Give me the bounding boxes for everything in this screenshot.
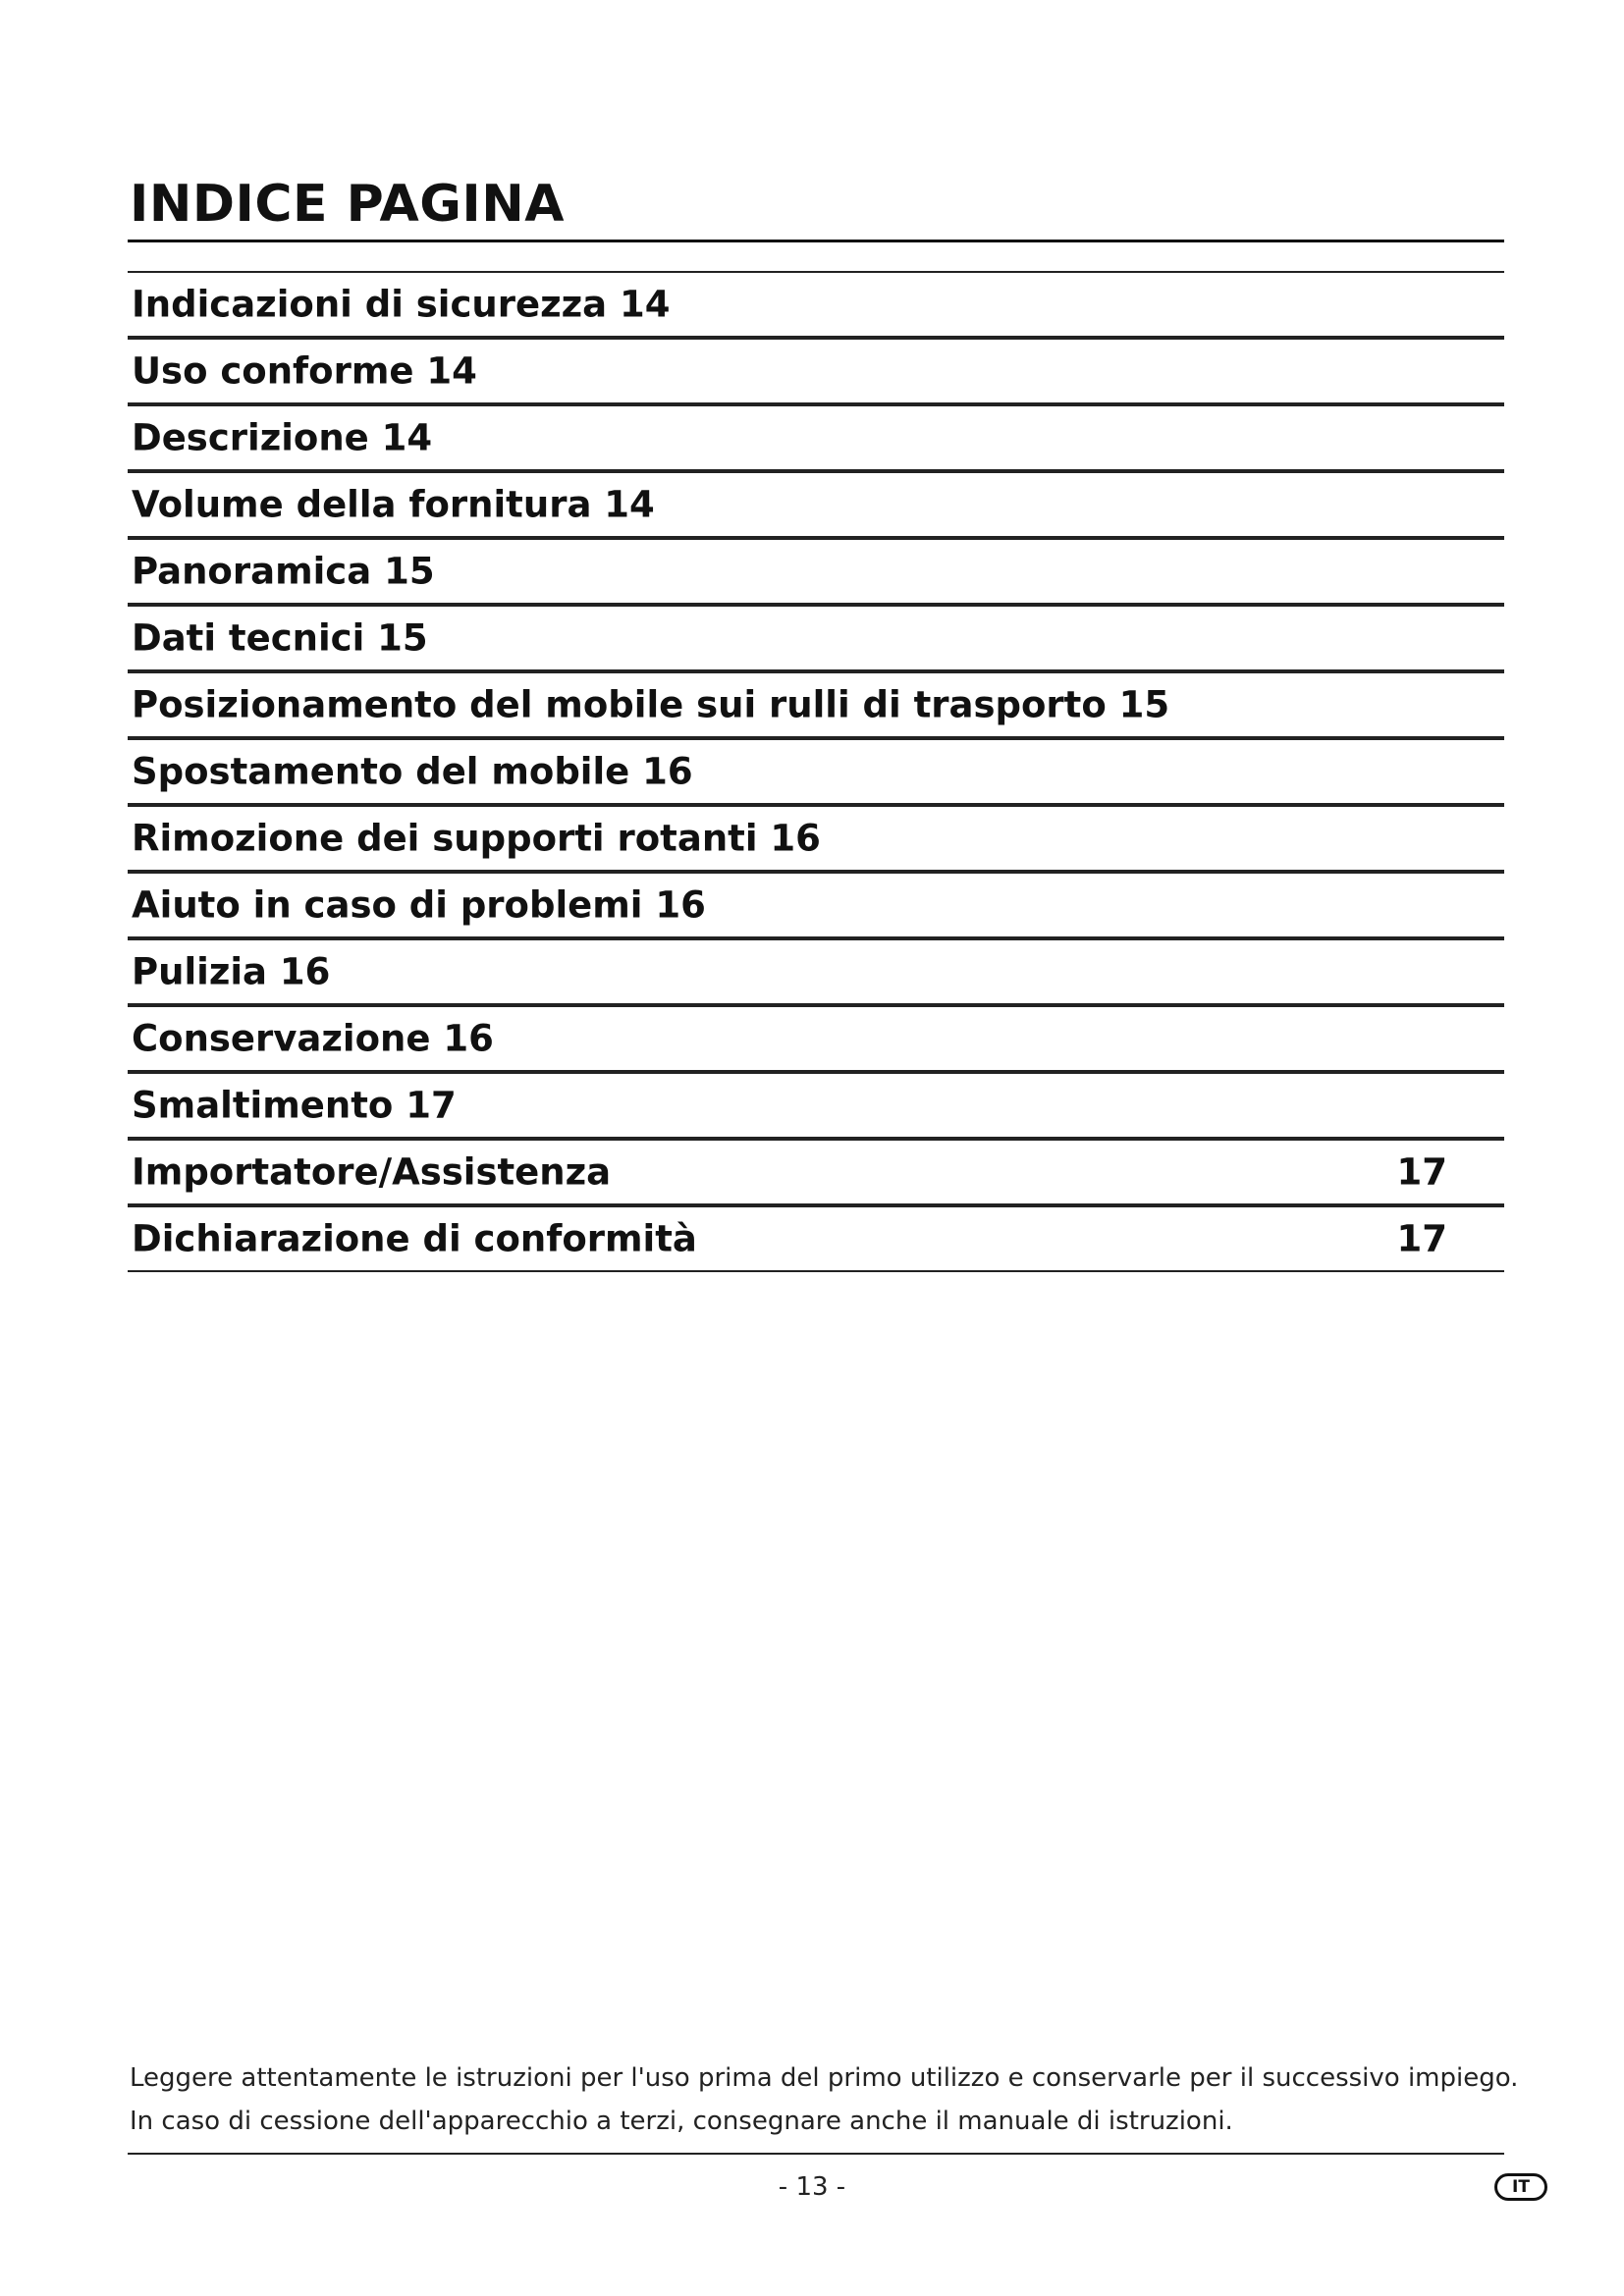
toc-entry-label: Dichiarazione di conformità <box>132 1217 697 1260</box>
title-divider <box>128 240 1504 242</box>
usage-note-line: Leggere attentamente le istruzioni per l'uso prima del primo utilizzo e conservarle per il successivo impiego. <box>130 2063 1519 2093</box>
usage-note <box>130 2056 1524 2143</box>
toc-entry[interactable] <box>128 471 1504 538</box>
toc-entry-page: 17 <box>1396 1150 1447 1194</box>
toc-entry[interactable] <box>128 938 1504 1005</box>
table-of-contents <box>128 271 1504 1272</box>
toc-entry-label: Rimozione dei supporti rotanti 16 <box>132 817 821 860</box>
toc-entry-label: Dati tecnici 15 <box>132 616 428 660</box>
toc-entry-label: Descrizione 14 <box>132 416 433 459</box>
toc-entry[interactable] <box>128 1139 1504 1205</box>
toc-entry[interactable] <box>128 271 1504 338</box>
page-title: INDICE PAGINA <box>130 175 566 234</box>
language-badge: IT <box>1494 2173 1547 2201</box>
toc-entry[interactable] <box>128 738 1504 805</box>
toc-entry-label: Volume della fornitura 14 <box>132 483 655 526</box>
usage-note-line: In caso di cessione dell'apparecchio a terzi, consegnare anche il manuale di istruzioni. <box>130 2107 1233 2136</box>
toc-entry-label: Importatore/Assistenza <box>132 1150 612 1194</box>
toc-entry[interactable] <box>128 1205 1504 1272</box>
toc-entry[interactable] <box>128 338 1504 404</box>
toc-entry-page: 17 <box>1396 1217 1447 1260</box>
toc-entry-label: Posizionamento del mobile sui rulli di trasporto 15 <box>132 683 1170 726</box>
toc-entry-label: Panoramica 15 <box>132 550 435 593</box>
toc-entry[interactable] <box>128 671 1504 738</box>
toc-entry[interactable] <box>128 1005 1504 1072</box>
toc-entry[interactable] <box>128 872 1504 938</box>
toc-entry-label: Spostamento del mobile 16 <box>132 750 693 793</box>
toc-entry-label: Smaltimento 17 <box>132 1084 457 1127</box>
toc-entry[interactable] <box>128 538 1504 605</box>
footer-divider <box>128 2153 1504 2155</box>
toc-entry[interactable] <box>128 404 1504 471</box>
toc-entry[interactable] <box>128 805 1504 872</box>
page-number: - 13 - <box>778 2172 846 2202</box>
toc-entry-label: Uso conforme 14 <box>132 349 477 393</box>
toc-entry-label: Pulizia 16 <box>132 950 331 993</box>
toc-entry-label: Aiuto in caso di problemi 16 <box>132 883 706 927</box>
toc-entry-label: Indicazioni di sicurezza 14 <box>132 283 671 326</box>
toc-entry-label: Conservazione 16 <box>132 1017 494 1060</box>
toc-entry[interactable] <box>128 605 1504 671</box>
toc-entry[interactable] <box>128 1072 1504 1139</box>
